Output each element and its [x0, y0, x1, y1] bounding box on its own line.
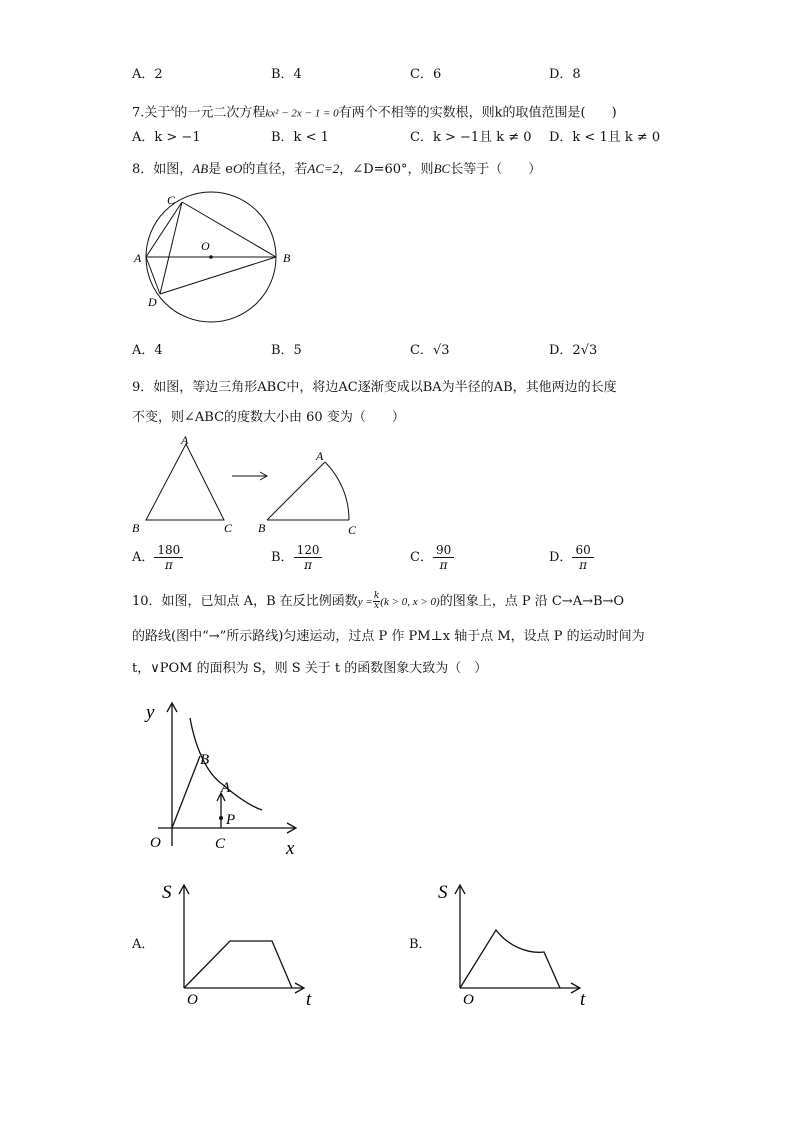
q10a-label-o: O [187, 992, 198, 1008]
q8-label-a: A [134, 251, 142, 265]
question-9-line2: 不变，则∠ABC的度数大小由 60 变为（ ） [132, 410, 405, 425]
q10-label-p: P [226, 812, 236, 828]
q10-option-a-graph [158, 876, 328, 1011]
q9-label-b2: B [258, 521, 266, 535]
q8-center-point [209, 255, 213, 259]
q8-label-b: B [283, 251, 291, 265]
q10-option-b-graph [434, 876, 604, 1011]
q10b-curve [460, 930, 560, 988]
q8-option-b: B．5 [271, 343, 302, 358]
q9-arc-ac [325, 462, 349, 520]
q10-label-o: O [150, 835, 161, 851]
question-10-line2: 的路线(图中“→”所示路线)匀速运动，过点 P 作 PM⊥x 轴于点 M，设点 P 的运动时间为 [132, 629, 645, 644]
q9-option-b: B． $\frac{120}{\pi}$ [271, 543, 322, 572]
q10-label-x: x [286, 838, 295, 859]
q8-label-o: O [201, 239, 210, 253]
q8-label-c: C [167, 193, 176, 207]
q8-label-d: D [148, 295, 157, 309]
q8-option-c: C．√3 [410, 343, 450, 358]
q10-option-b-label: B． [409, 937, 432, 952]
q9-label-b1: B [132, 521, 140, 535]
q9-option-c: C． $\frac{90}{\pi}$ [410, 543, 454, 572]
question-10-line3: t，∨POM 的面积为 S，则 S 关于 t 的函数图象大致为（ ） [132, 661, 488, 676]
q10-label-y: y [146, 702, 155, 723]
q9-label-c1: C [224, 521, 233, 535]
prev-option-b: B．4 [271, 67, 302, 82]
q7-option-d: D．k < 1且 k ≠ 0 [549, 130, 661, 145]
q10a-curve [184, 941, 292, 988]
q10-option-a-label: A． [132, 937, 155, 952]
q9-option-d: D． $\frac{60}{\pi}$ [549, 543, 594, 572]
prev-option-d: D．8 [549, 67, 581, 82]
q9-label-a2: A [316, 449, 324, 463]
q10-point-p [219, 816, 223, 820]
question-7-text: 7.关于$^x$的一元二次方程kx² − 2x − 1 = 0有两个不相等的实数根，则k的取值范围是( ) [132, 103, 617, 121]
q7-option-b: B．k < 1 [271, 130, 329, 145]
prev-option-c: C．6 [410, 67, 442, 82]
q7-option-c: C．k > −1且 k ≠ 0 [410, 130, 532, 145]
q8-option-a: A．4 [132, 343, 163, 358]
q9-label-c2: C [348, 523, 357, 537]
q10-label-b: B [200, 752, 210, 768]
q10-main-figure [140, 696, 310, 861]
q10a-label-t: t [306, 989, 312, 1010]
q10b-label-t: t [580, 989, 586, 1010]
q10a-label-s: S [162, 882, 172, 903]
q8-chord-ac [146, 202, 182, 257]
q10-segment-ob [172, 756, 200, 828]
q8-chord-cb [182, 202, 276, 257]
q8-circle-figure [126, 188, 306, 328]
q8-option-d: D．2√3 [549, 343, 598, 358]
q7-option-a: A．k > −1 [132, 130, 201, 145]
question-9-line1: 9．如图，等边三角形ABC中，将边AC逐渐变成以BA为半径的AB，其他两边的长度 [132, 380, 617, 395]
question-10-line1: 10．如图，已知点 A，B 在反比例函数y = $\frac{k}{x}(k > 0$, x > 0)的图象上，点 P 沿 C→A→B→O [132, 591, 625, 611]
question-8-text: 8．如图，AB是 eO的直径，若AC=2，∠D=60°，则BC长等于（ ） [132, 161, 542, 177]
q8-chord-db [160, 257, 276, 294]
q9-side-ba [267, 462, 325, 520]
q9-triangle-figure [126, 432, 376, 542]
q9-equilateral-triangle [146, 444, 224, 520]
q9-label-a1: A [181, 433, 189, 447]
prev-option-a: A．2 [132, 67, 163, 82]
q9-option-a: A． $\frac{180}{\pi}$ [132, 543, 183, 572]
q8-chord-ad [146, 257, 160, 294]
q10-label-c: C [215, 836, 226, 852]
q10-label-a: A [221, 780, 231, 796]
q10b-label-s: S [438, 882, 448, 903]
q8-chord-cd [160, 202, 182, 294]
q10b-label-o: O [463, 992, 474, 1008]
